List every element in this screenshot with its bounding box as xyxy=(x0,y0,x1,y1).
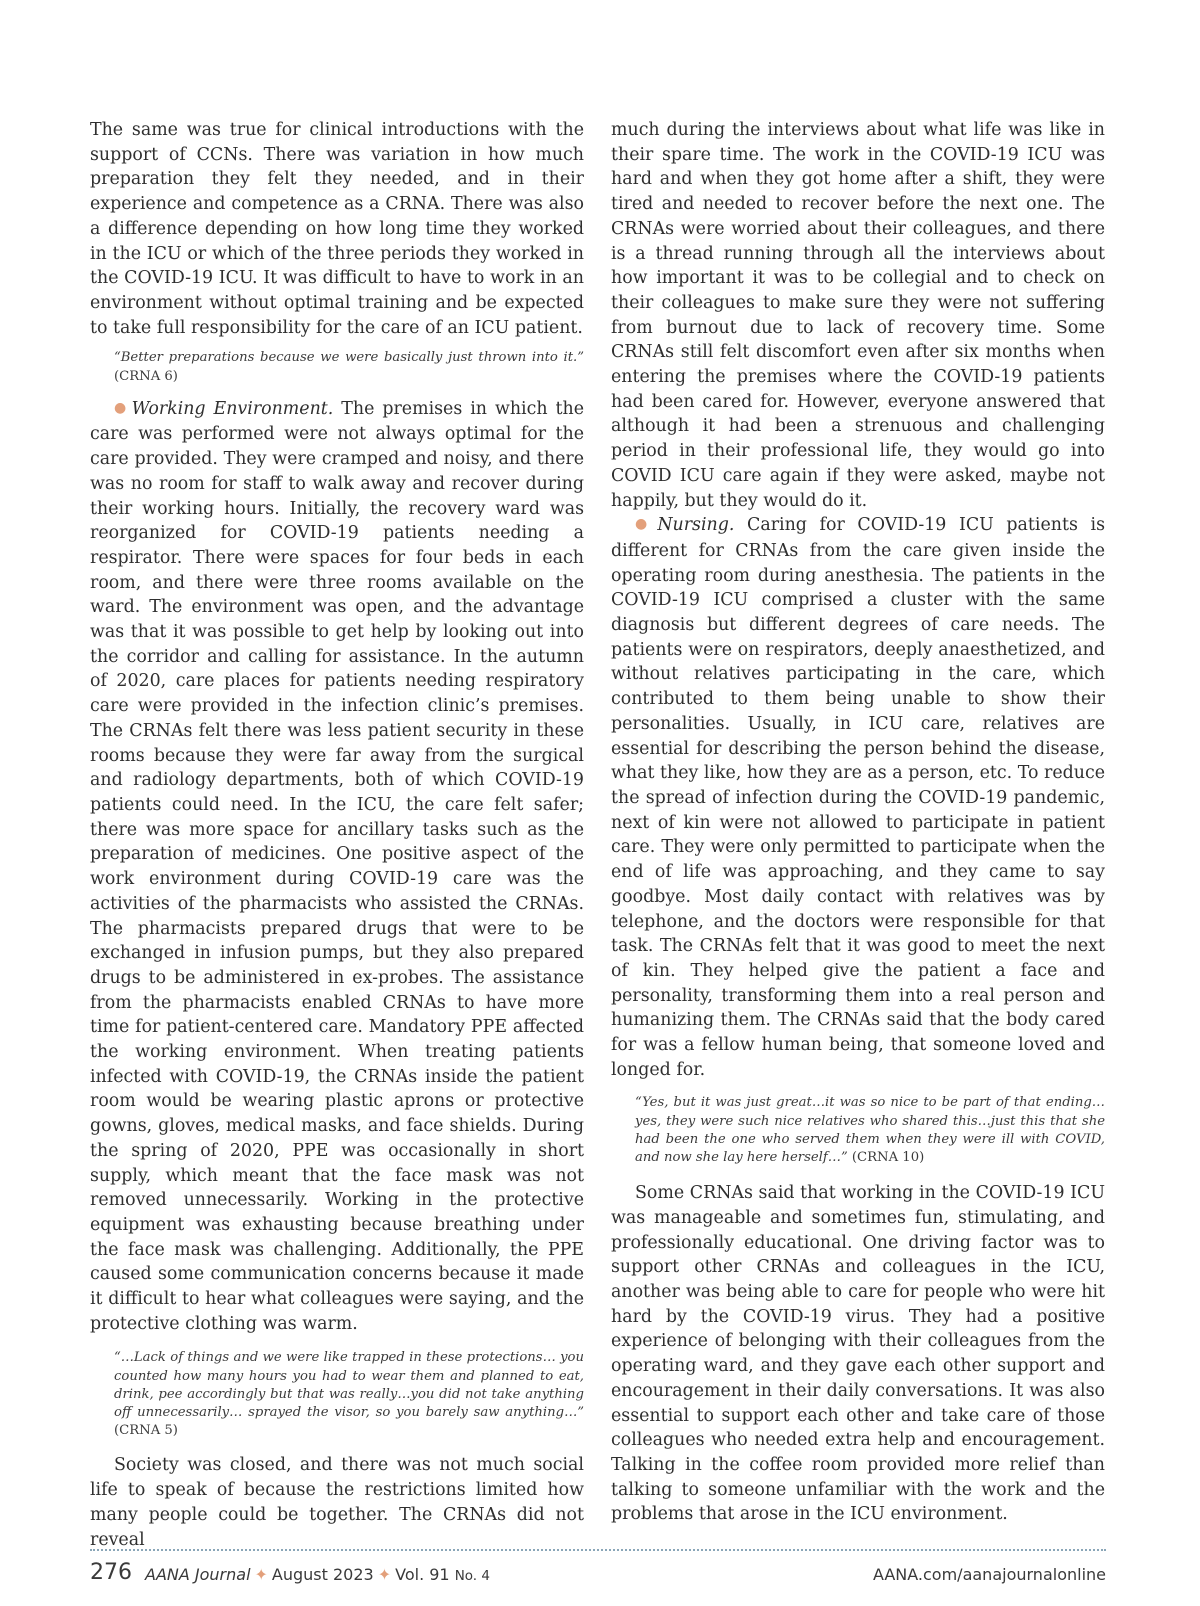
footer-divider xyxy=(90,1549,1106,1551)
bullet-dot-icon: ● xyxy=(635,516,655,533)
section-text: The premises in which the care was performed were not always optimal for the care provided. They were cramped and noisy, and there was no room for staff to walk away and recover during their working hours. Initially, the recovery ward was reorganized for COVID-19 patients needing a respirator. There were spaces for four beds in each room, and there were three rooms available on the ward. The environment was open, and the advantage was that it was possible to get help by looking out into the corridor and calling for assistance. In the autumn of 2020, care places for patients needing respiratory care were provided in the infection clinic’s premises. The CRNAs felt there was less patient security in these rooms because they were far away from the surgical and radiology departments, both of which COVID-19 patients could need. In the ICU, the care felt safer; there was more space for ancillary tasks such as the preparation of medicines. One positive aspect of the work environment during COVID-19 care was the activities of the pharmacists who assisted the CRNAs. The pharmacists prepared drugs that were to be exchanged in infusion pumps, but they also prepared drugs to be administered in ex-probes. The assistance from the pharmacists enabled CRNAs to have more time for patient-centered care. Mandatory PPE affected the working environment. When treating patients infected with COVID-19, the CRNAs inside the patient room would be wearing plastic aprons or protective gowns, gloves, medical masks, and face shields. During the spring of 2020, PPE was occasionally in short supply, which meant that the face mask was not removed unnecessarily. Working in the protective equipment was exhausting because breathing under the face mask was challenging. Additionally, the PPE caused some communication concerns because it made it difficult to hear what colleagues were saying, and the protective clothing was warm. xyxy=(90,398,585,1334)
journal-citation xyxy=(145,1565,490,1586)
section-heading: Working Environment. xyxy=(131,398,334,419)
quote-crna-5 xyxy=(114,1349,584,1440)
quote-citation: (CRNA 5) xyxy=(114,1423,178,1439)
section-nursing xyxy=(611,513,1105,1082)
left-paragraph-last: Society was closed, and there was not much social life to speak of because the restrictions limited how many people could be together. The CRNAs did not reveal xyxy=(90,1455,584,1550)
quote-citation: (CRNA 10) xyxy=(847,1150,925,1166)
section-text: Caring for COVID-19 ICU patients is different for CRNAs from the care given inside the operating room during anesthesia. The patients in the COVID-19 ICU comprised a cluster with the same diagnosis but different degrees of care needs. The patients were on respirators, deeply anaesthetized, and without relatives participating in the care, which contributed to them being unable to show their personalities. Usually, in ICU care, relatives are essential for describing the person behind the disease, what they like, how they are as a person, etc. To reduce the spread of infection during the COVID-19 pandemic, next of kin were not allowed to participate in patient care. They were only permitted to participate when the end of life was approaching, and they came to say goodbye. Most daily contact with relatives was by telephone, and the doctors were responsible for that task. The CRNAs felt that it was good to meet the next of kin. They helped give the patient a face and personality, transforming them into a real person and humanizing them. The CRNAs said that the body cared for was a fellow human being, that someone loved and longed for. xyxy=(611,515,1105,1080)
quote-citation: (CRNA 6) xyxy=(114,368,178,384)
quote-crna-10 xyxy=(635,1094,1105,1167)
volume: Vol. 91 xyxy=(395,1565,450,1584)
right-paragraph-last: Some CRNAs said that working in the COVID-19 ICU was manageable and sometimes fun, stimulating, and professionally educational. One driving factor was to support other CRNAs and colleagues in the ICU, another was being able to care for people who were hit hard by the COVID-19 virus. They had a positive experience of belonging with their colleagues from the operating ward, and they gave each other support and encouragement in their daily conversations. It was also essential to support each other and take care of those colleagues who needed extra help and encouragement. Talking in the coffee room provided more relief than talking to someone unfamiliar with the work and the problems that arose in the ICU environment. xyxy=(611,1183,1105,1525)
quote-text: “Better preparations because we were basically just thrown into it.” xyxy=(114,350,584,366)
quote-text: “…Lack of things and we were like trapped in these protections… you counted how many hours you had to wear them and planned to eat, drink, pee accordingly but that was really…you did not take anything off unnecessarily… sprayed the visor, so you barely saw anything…” xyxy=(114,1350,584,1421)
separator-icon: ✦ xyxy=(377,1565,392,1584)
quote-crna-6 xyxy=(114,349,584,385)
page-number: 276 xyxy=(90,1560,132,1585)
journal-url[interactable]: AANA.com/aanajournalonline xyxy=(872,1565,1106,1584)
quote-text: “Yes, but it was just great…it was so nice to be part of that ending… yes, they were such nice relatives who shared this…just this that she had been the one who served them when they were ill with COVID, and now she lay here herself…” xyxy=(635,1095,1105,1166)
journal-name: AANA Journal xyxy=(145,1565,251,1584)
separator-icon: ✦ xyxy=(254,1565,268,1584)
left-paragraph-1: The same was true for clinical introductions with the support of CCNs. There was variation in how much preparation they felt they needed, and in their experience and competence as a CRNA. There was also a difference depending on how long time they worked in the ICU or which of the three periods they worked in the COVID-19 ICU. It was difficult to have to work in an environment without optimal training and be expected to take full responsibility for the care of an ICU patient. xyxy=(90,120,584,338)
issue-number: No. 4 xyxy=(454,1568,490,1584)
page-footer xyxy=(90,1560,1106,1588)
section-heading: Nursing. xyxy=(657,515,735,536)
right-paragraph-1: much during the interviews about what life was like in their spare time. The work in the COVID-19 ICU was hard and when they got home after a shift, they were tired and needed to recover before the next one. The CRNAs were worried about their colleagues, and there is a thread running through all the interviews about how important it was to be collegial and to check on their colleagues to make sure they were not suffering from burnout due to lack of recovery time. Some CRNAs still felt discomfort even after six months when entering the premises where the COVID-19 patients had been cared for. However, everyone answered that although it had been a strenuous and challenging period in their professional life, they would go into COVID ICU care again if they were asked, maybe not happily, but they would do it. xyxy=(611,120,1105,511)
left-column xyxy=(90,118,584,1552)
right-column xyxy=(611,118,1105,1527)
issue-date: August 2023 xyxy=(271,1565,374,1584)
section-working-environment xyxy=(90,397,584,1337)
bullet-dot-icon: ● xyxy=(114,399,129,416)
